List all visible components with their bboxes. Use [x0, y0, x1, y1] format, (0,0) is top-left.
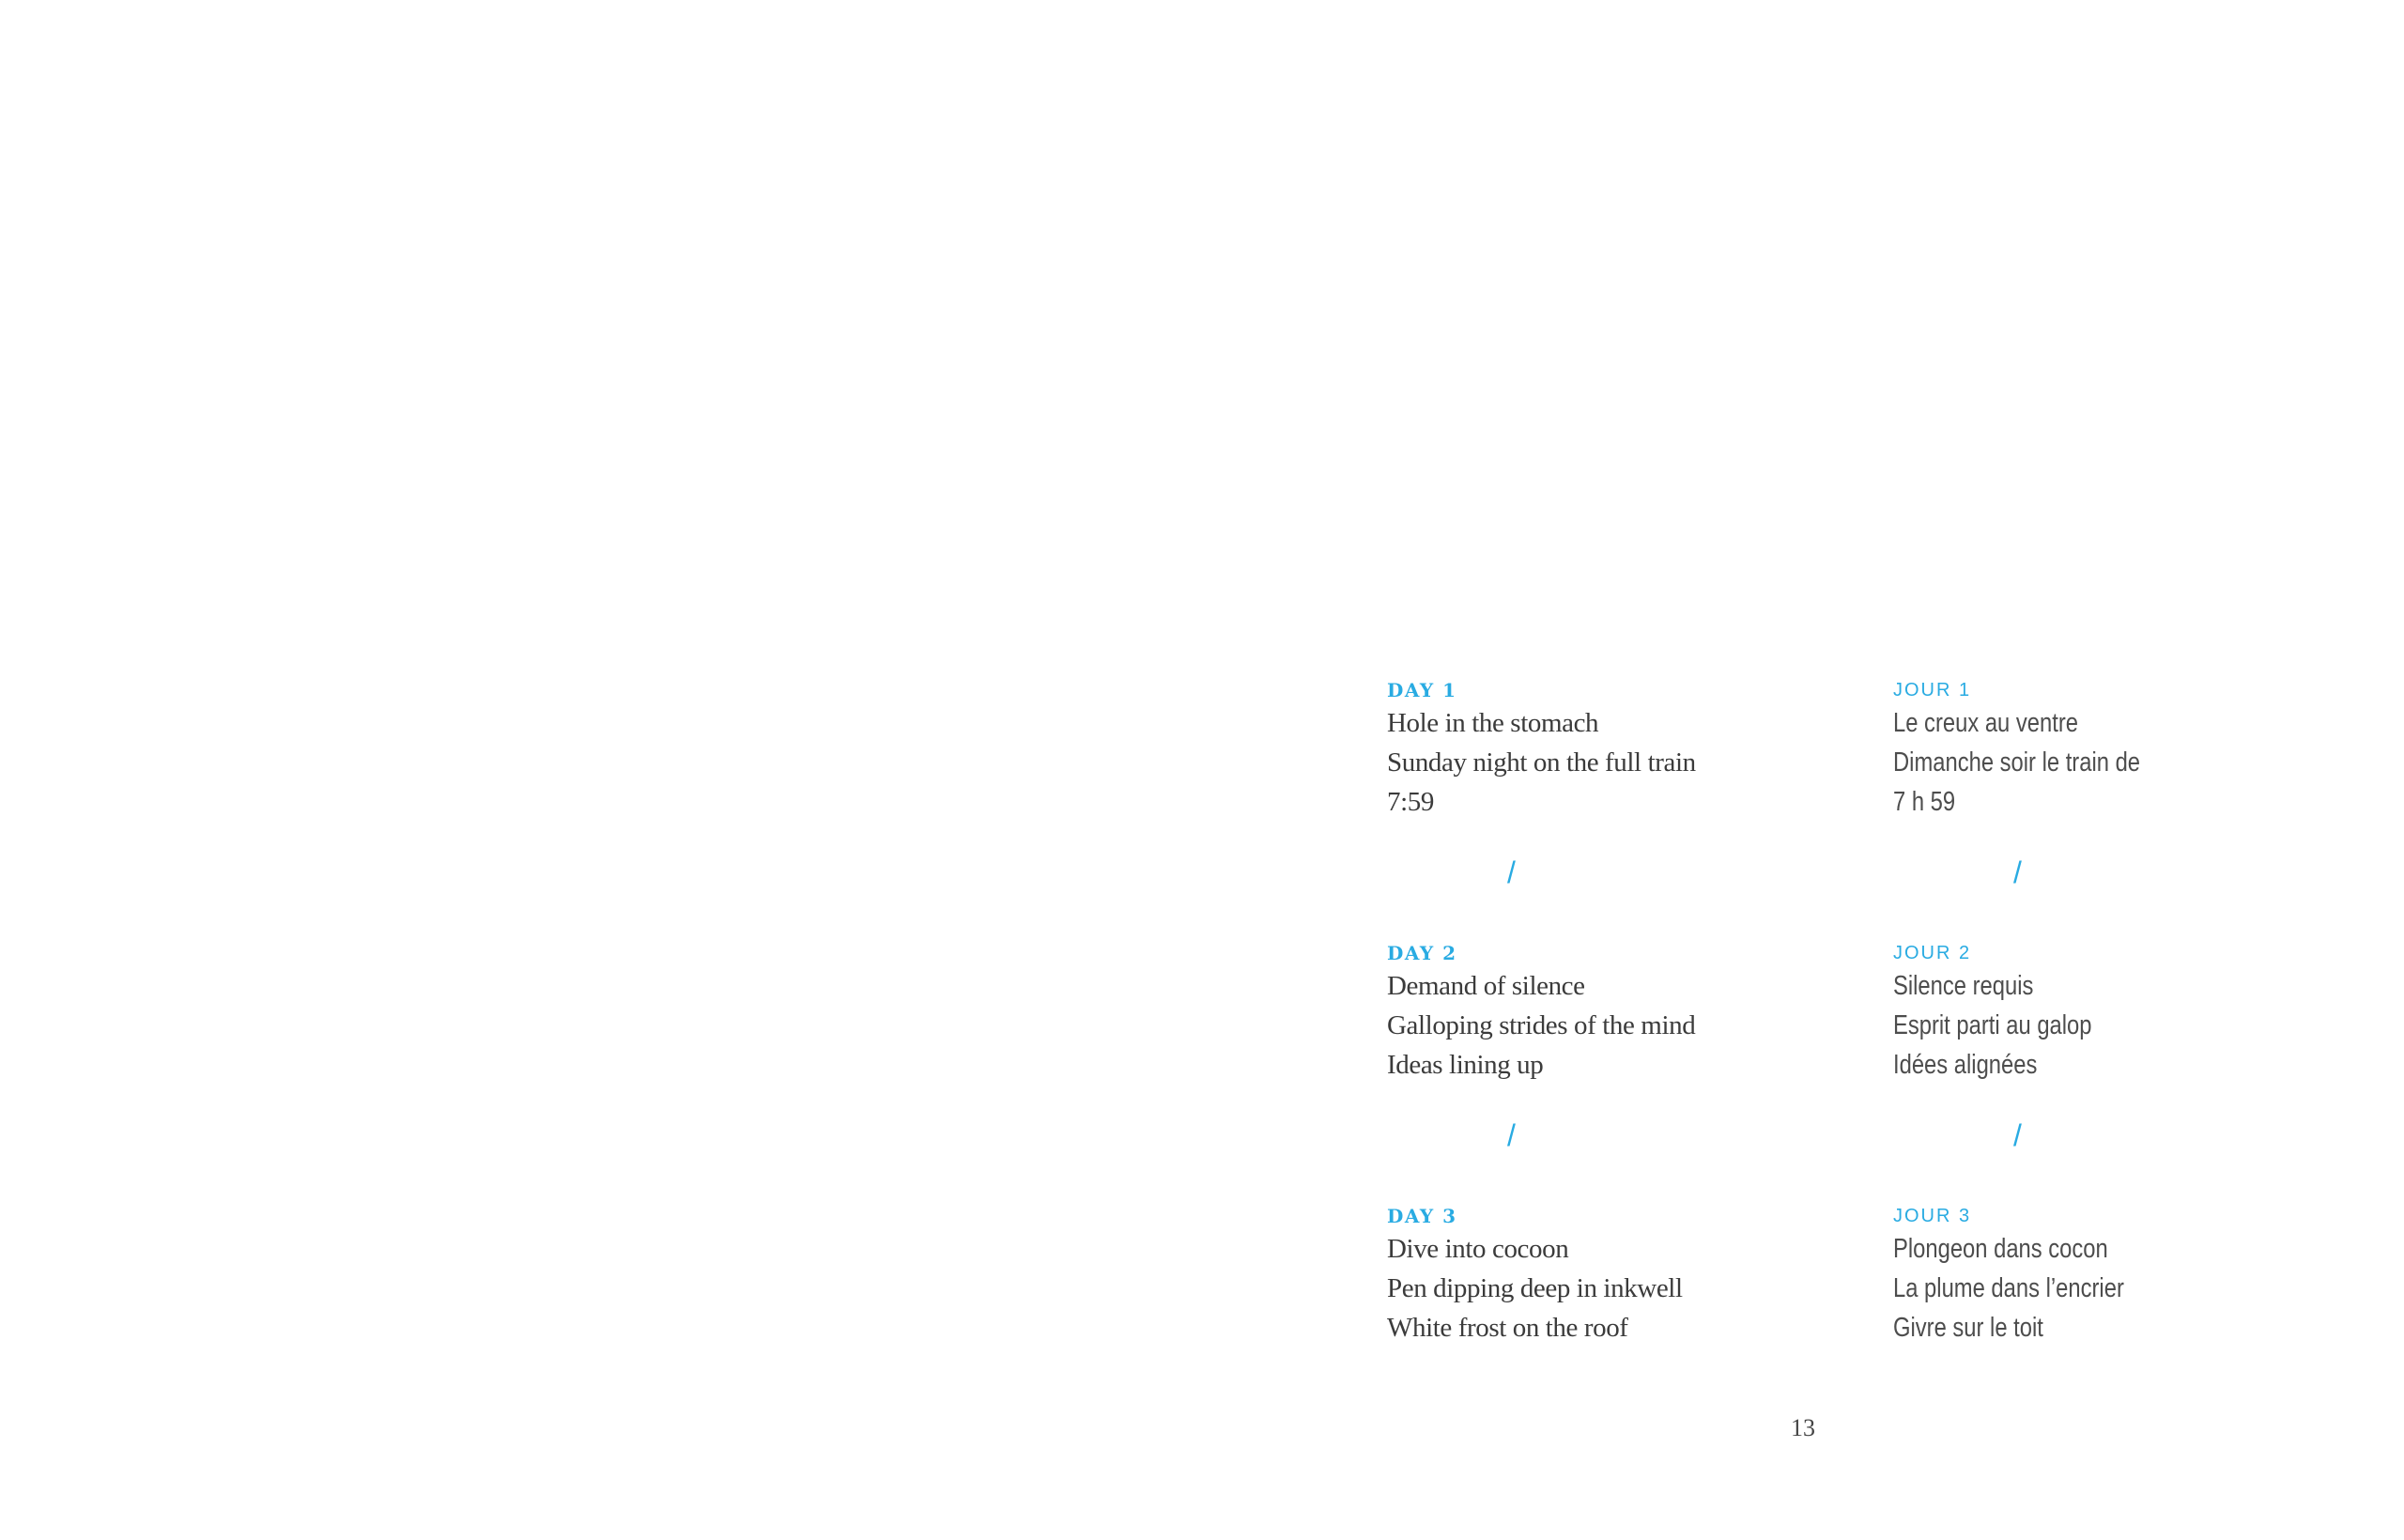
poem-line: Le creux au ventre — [1893, 708, 2078, 738]
poem-label: JOUR 2 — [1893, 943, 1972, 963]
poem-label: DAY 2 — [1387, 942, 1457, 964]
poem-section — [1893, 1204, 2344, 1348]
poem-label: JOUR 3 — [1893, 1206, 1972, 1226]
page-number: 13 — [1791, 1414, 1815, 1441]
poem-line: 7:59 — [1387, 787, 1434, 817]
poem-line: La plume dans l’encrier — [1893, 1273, 2124, 1303]
poem-line: Dive into cocoon — [1387, 1234, 1569, 1264]
poem-line: Plongeon dans cocon — [1893, 1234, 2108, 1264]
poem-line: Idées alignées — [1893, 1050, 2038, 1080]
english-column — [1387, 678, 1828, 1348]
poem-line: Pen dipping deep in inkwell — [1387, 1273, 1683, 1303]
poem-line: Esprit parti au galop — [1893, 1010, 2092, 1040]
poem-line: Demand of silence — [1387, 971, 1585, 1001]
poem-section — [1893, 678, 2344, 892]
poem-line: Sunday night on the full train — [1387, 747, 1696, 778]
french-column — [1893, 678, 2344, 1348]
poem-line: 7 h 59 — [1893, 787, 1956, 817]
poem-separator: / — [2013, 1118, 2022, 1152]
poem-separator: / — [1507, 855, 1516, 889]
poem-line: Galloping strides of the mind — [1387, 1010, 1696, 1040]
poem-separator: / — [2013, 855, 2022, 889]
poem-line: Dimanche soir le train de — [1893, 747, 2141, 778]
poem-label: DAY 3 — [1387, 1205, 1457, 1227]
poem-line: Ideas lining up — [1387, 1050, 1544, 1080]
poem-separator: / — [1507, 1118, 1516, 1152]
poem-section — [1387, 1204, 1828, 1348]
poem-line: Givre sur le toit — [1893, 1313, 2043, 1343]
poem-line: Hole in the stomach — [1387, 708, 1599, 738]
poem-line: Silence requis — [1893, 971, 2034, 1001]
poem-label: DAY 1 — [1387, 679, 1457, 701]
poem-section — [1387, 678, 1828, 892]
poem-section — [1893, 941, 2344, 1155]
poem-label: JOUR 1 — [1893, 680, 1972, 701]
poem-section — [1387, 941, 1828, 1155]
poem-line: White frost on the roof — [1387, 1313, 1628, 1343]
